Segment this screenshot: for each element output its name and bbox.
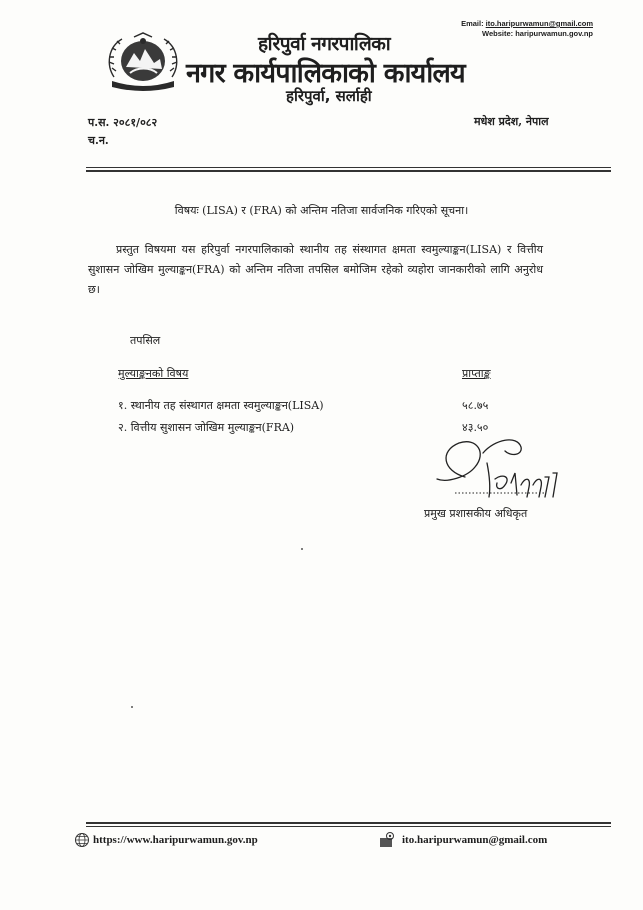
reference-block [88, 114, 157, 150]
header-website-link[interactable]: haripurwamun.gov.np [515, 29, 593, 38]
table-row-label: २. वित्तीय सुशासन जोखिम मुल्याङ्कन(FRA) [118, 421, 295, 434]
dispatch-number: च.न. [88, 134, 109, 147]
reference-number: प.स. २०८१/०८२ [88, 116, 158, 129]
column-header-subject: मुल्याङ्कनको विषय [118, 367, 189, 380]
header-divider [86, 167, 611, 168]
municipality-name: हरिपुर्वा नगरपालिका [258, 33, 391, 55]
notice-subject: विषयः (LISA) र (FRA) को अन्तिम नतिजा सार्वजनिक गरिएको सूचना। [174, 204, 469, 217]
email-label: Email: [461, 19, 484, 28]
province-name: मधेश प्रदेश, नेपाल [474, 115, 549, 128]
scan-speck [131, 706, 133, 708]
column-header-score: प्राप्ताङ्क [462, 367, 491, 380]
header-email-link[interactable]: ito.haripurwamun@gmail.com [485, 19, 593, 28]
globe-icon [74, 832, 90, 852]
notice-body: प्रस्तुत विषयमा यस हरिपुर्वा नगरपालिकाको स्थानीय तह संस्थागत क्षमता स्वमुल्याङ्कन(LISA) र वित्तीय सुशासन जोखिम मुल्याङ्कन(FRA) को अन्तिम नतिजा तपसिल बमोजिम रहेको व्यहोरा जानकारीको लागि अनुरोध छ। [88, 243, 543, 296]
details-label: तपसिल [130, 334, 161, 347]
officer-title: प्रमुख प्रशासकीय अधिकृत [424, 507, 528, 520]
footer-divider-thick [86, 822, 611, 824]
website-label: Website: [482, 29, 514, 38]
footer-email-link[interactable]: ito.haripurwamun@gmail.com [402, 834, 548, 846]
table-row-label: १. स्थानीय तह संस्थागत क्षमता स्वमुल्याङ्कन(LISA) [118, 399, 324, 412]
header-contact [461, 19, 593, 39]
footer-website-link[interactable]: https://www.haripurwamun.gov.np [93, 834, 258, 846]
table-row-score: ४३.५० [462, 421, 489, 434]
officer-signature [425, 433, 565, 505]
office-name: नगर कार्यपालिकाको कार्यालय [186, 58, 465, 89]
office-location: हरिपुर्वा, सर्लाही [286, 87, 372, 105]
scan-speck [301, 548, 303, 550]
table-row-score: ५८.७५ [462, 399, 489, 412]
email-icon [378, 831, 396, 853]
header-divider-thick [86, 170, 611, 172]
footer-divider [86, 826, 611, 827]
nepal-emblem-logo [104, 31, 182, 91]
